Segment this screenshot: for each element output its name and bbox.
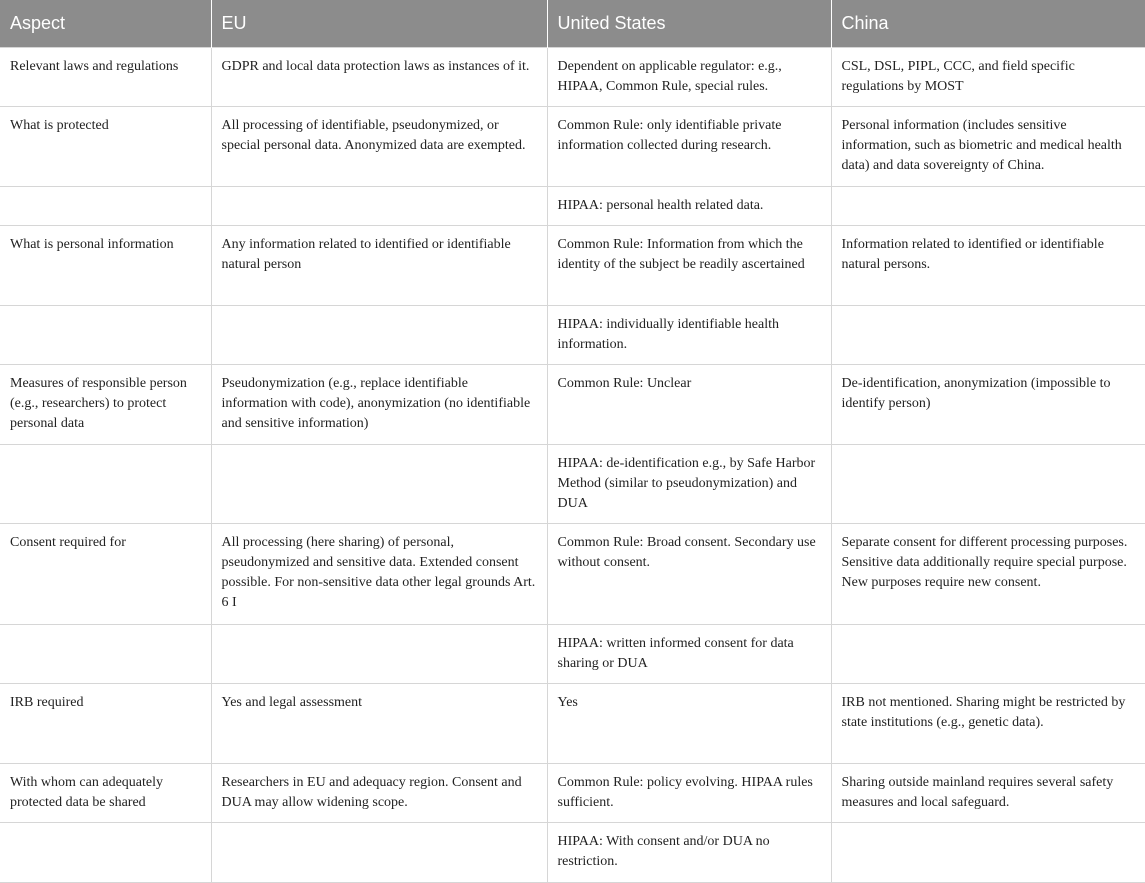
cell-aspect: IRB required xyxy=(0,683,211,763)
table-row xyxy=(0,444,1145,523)
cell-china: Separate consent for different processing purposes. Sensitive data additionally require special purpose. New purposes require new consent. xyxy=(831,523,1145,624)
cell-china: Information related to identified or identifiable natural persons. xyxy=(831,225,1145,305)
table-row xyxy=(0,186,1145,225)
cell-us: Common Rule: only identifiable private information collected during research. xyxy=(547,106,831,186)
header-eu: EU xyxy=(211,0,547,47)
cell-china: CSL, DSL, PIPL, CCC, and field specific regulations by MOST xyxy=(831,47,1145,106)
table-row xyxy=(0,523,1145,624)
cell-china xyxy=(831,186,1145,225)
cell-eu xyxy=(211,624,547,683)
table-row xyxy=(0,624,1145,683)
cell-aspect xyxy=(0,186,211,225)
cell-aspect: Consent required for xyxy=(0,523,211,624)
cell-us: HIPAA: written informed consent for data sharing or DUA xyxy=(547,624,831,683)
cell-us: Dependent on applicable regulator: e.g., HIPAA, Common Rule, special rules. xyxy=(547,47,831,106)
cell-us: HIPAA: personal health related data. xyxy=(547,186,831,225)
cell-eu xyxy=(211,186,547,225)
cell-china xyxy=(831,305,1145,364)
table-row xyxy=(0,364,1145,444)
table-row xyxy=(0,225,1145,305)
cell-us: Common Rule: Broad consent. Secondary use without consent. xyxy=(547,523,831,624)
cell-eu: GDPR and local data protection laws as instances of it. xyxy=(211,47,547,106)
table-row xyxy=(0,822,1145,882)
cell-us: HIPAA: individually identifiable health information. xyxy=(547,305,831,364)
cell-eu xyxy=(211,305,547,364)
cell-us: Common Rule: policy evolving. HIPAA rules sufficient. xyxy=(547,763,831,822)
cell-eu xyxy=(211,444,547,523)
table-header xyxy=(0,0,1145,47)
table-row xyxy=(0,305,1145,364)
cell-china xyxy=(831,624,1145,683)
cell-aspect: Relevant laws and regulations xyxy=(0,47,211,106)
header-china: China xyxy=(831,0,1145,47)
cell-us: HIPAA: With consent and/or DUA no restriction. xyxy=(547,822,831,882)
table-row xyxy=(0,683,1145,763)
cell-eu: All processing (here sharing) of personal, pseudonymized and sensitive data. Extended consent possible. For non-sensitive data other legal grounds Art. 6 I xyxy=(211,523,547,624)
cell-china: Personal information (includes sensitive information, such as biometric and medical health data) and data sovereignty of China. xyxy=(831,106,1145,186)
table-row xyxy=(0,763,1145,822)
table-body xyxy=(0,47,1145,882)
cell-aspect xyxy=(0,624,211,683)
cell-aspect xyxy=(0,305,211,364)
cell-eu: Researchers in EU and adequacy region. Consent and DUA may allow widening scope. xyxy=(211,763,547,822)
cell-china: De-identification, anonymization (impossible to identify person) xyxy=(831,364,1145,444)
cell-us: Common Rule: Information from which the identity of the subject be readily ascertained xyxy=(547,225,831,305)
cell-china: Sharing outside mainland requires several safety measures and local safeguard. xyxy=(831,763,1145,822)
cell-eu: Pseudonymization (e.g., replace identifiable information with code), anonymization (no identifiable and sensitive information) xyxy=(211,364,547,444)
cell-us: Yes xyxy=(547,683,831,763)
cell-aspect: Measures of responsible person (e.g., researchers) to protect personal data xyxy=(0,364,211,444)
cell-china xyxy=(831,822,1145,882)
header-aspect: Aspect xyxy=(0,0,211,47)
cell-aspect: What is protected xyxy=(0,106,211,186)
cell-eu: Any information related to identified or identifiable natural person xyxy=(211,225,547,305)
cell-us: Common Rule: Unclear xyxy=(547,364,831,444)
table-row xyxy=(0,106,1145,186)
cell-eu: All processing of identifiable, pseudonymized, or special personal data. Anonymized data are exempted. xyxy=(211,106,547,186)
header-row xyxy=(0,0,1145,47)
cell-aspect: What is personal information xyxy=(0,225,211,305)
cell-eu xyxy=(211,822,547,882)
cell-us: HIPAA: de-identification e.g., by Safe Harbor Method (similar to pseudonymization) and DUA xyxy=(547,444,831,523)
cell-aspect xyxy=(0,444,211,523)
cell-aspect xyxy=(0,822,211,882)
header-united-states: United States xyxy=(547,0,831,47)
cell-eu: Yes and legal assessment xyxy=(211,683,547,763)
cell-china: IRB not mentioned. Sharing might be restricted by state institutions (e.g., genetic data). xyxy=(831,683,1145,763)
cell-china xyxy=(831,444,1145,523)
cell-aspect: With whom can adequately protected data be shared xyxy=(0,763,211,822)
table-row xyxy=(0,47,1145,106)
